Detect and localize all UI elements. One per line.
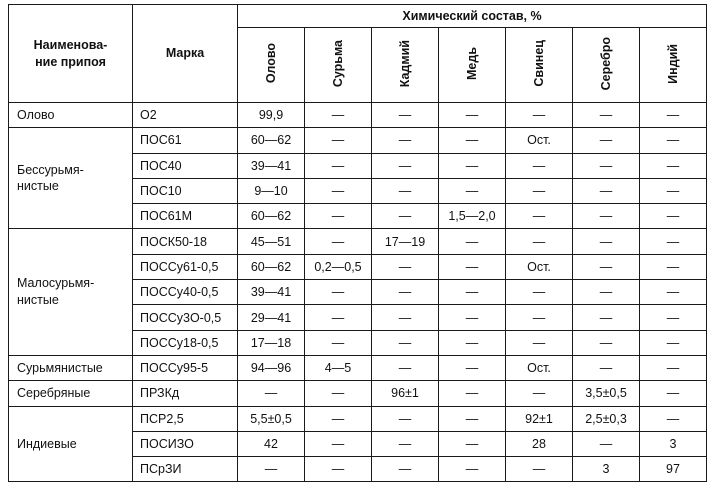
value-cell: 29—41 [238, 305, 305, 330]
value-cell: — [372, 431, 439, 456]
value-cell: 17—19 [372, 229, 439, 254]
value-cell: — [506, 204, 573, 229]
value-cell: — [506, 103, 573, 128]
value-cell: — [439, 103, 506, 128]
table-row [9, 381, 707, 406]
header-element-label: Медь [465, 47, 479, 80]
table-row [9, 229, 707, 254]
value-cell: — [372, 178, 439, 203]
value-cell: — [372, 153, 439, 178]
value-cell: — [372, 355, 439, 380]
group-name-line: Сурьмянистые [17, 360, 103, 375]
header-element [305, 28, 372, 103]
value-cell: — [506, 178, 573, 203]
value-cell: 28 [506, 431, 573, 456]
value-cell: — [573, 431, 640, 456]
brand-cell: ПОС40 [133, 153, 238, 178]
brand-cell: ПОС10 [133, 178, 238, 203]
value-cell: — [506, 381, 573, 406]
group-name-line: Олово [17, 107, 55, 122]
value-cell: — [372, 330, 439, 355]
value-cell: — [640, 103, 707, 128]
value-cell: 3,5±0,5 [573, 381, 640, 406]
value-cell: — [573, 103, 640, 128]
brand-cell: ПОС61 [133, 128, 238, 153]
group-name-line: Малосурьмя- [17, 276, 95, 291]
group-name [9, 406, 133, 482]
value-cell: 1,5—2,0 [439, 204, 506, 229]
value-cell: — [305, 229, 372, 254]
value-cell: — [573, 280, 640, 305]
value-cell: — [305, 330, 372, 355]
header-element [573, 28, 640, 103]
value-cell: — [439, 280, 506, 305]
table-row [9, 355, 707, 380]
value-cell: — [372, 280, 439, 305]
value-cell: 39—41 [238, 280, 305, 305]
value-cell: — [573, 153, 640, 178]
value-cell: 39—41 [238, 153, 305, 178]
brand-cell: ПСР2,5 [133, 406, 238, 431]
value-cell: 97 [640, 457, 707, 482]
value-cell: — [372, 406, 439, 431]
value-cell: 99,9 [238, 103, 305, 128]
value-cell: Ост. [506, 355, 573, 380]
value-cell: 60—62 [238, 254, 305, 279]
brand-cell: ПОСИЗО [133, 431, 238, 456]
header-element [372, 28, 439, 103]
value-cell: 92±1 [506, 406, 573, 431]
value-cell: — [640, 254, 707, 279]
header-element-label: Кадмий [398, 39, 412, 88]
group-name-line: нистые [17, 293, 59, 308]
value-cell: — [506, 229, 573, 254]
group-name-line: Индиевые [17, 436, 77, 451]
value-cell: — [640, 280, 707, 305]
value-cell: — [305, 457, 372, 482]
group-name [9, 103, 133, 128]
value-cell: — [305, 178, 372, 203]
value-cell: — [573, 330, 640, 355]
value-cell: 0,2—0,5 [305, 254, 372, 279]
value-cell: — [305, 280, 372, 305]
value-cell: — [439, 457, 506, 482]
value-cell: 2,5±0,3 [573, 406, 640, 431]
value-cell: 60—62 [238, 128, 305, 153]
value-cell: 60—62 [238, 204, 305, 229]
header-composition: Химический состав, % [238, 5, 707, 28]
value-cell: — [439, 254, 506, 279]
value-cell: — [439, 305, 506, 330]
value-cell: 94—96 [238, 355, 305, 380]
header-name-line1: Наименова- [33, 38, 108, 53]
group-name [9, 381, 133, 406]
value-cell: — [640, 128, 707, 153]
value-cell: — [305, 204, 372, 229]
brand-cell: ПОСК50-18 [133, 229, 238, 254]
value-cell: — [439, 128, 506, 153]
value-cell: — [439, 178, 506, 203]
value-cell: — [372, 103, 439, 128]
value-cell: — [573, 254, 640, 279]
value-cell: — [640, 330, 707, 355]
value-cell: — [573, 128, 640, 153]
brand-cell: ПОССу61-0,5 [133, 254, 238, 279]
value-cell: — [640, 204, 707, 229]
value-cell: — [573, 204, 640, 229]
value-cell: — [640, 178, 707, 203]
value-cell: 17—18 [238, 330, 305, 355]
value-cell: — [372, 457, 439, 482]
group-name-line: Серебряные [17, 385, 91, 400]
value-cell: 5,5±0,5 [238, 406, 305, 431]
solder-composition-table [8, 4, 707, 482]
value-cell: — [439, 355, 506, 380]
value-cell: — [372, 305, 439, 330]
value-cell: — [506, 153, 573, 178]
value-cell: — [238, 457, 305, 482]
brand-cell: ПСрЗИ [133, 457, 238, 482]
group-name [9, 128, 133, 229]
value-cell: — [439, 153, 506, 178]
header-element-label: Индий [666, 43, 680, 84]
value-cell: — [305, 406, 372, 431]
value-cell: — [372, 128, 439, 153]
header-element-label: Свинец [532, 40, 546, 87]
value-cell: 45—51 [238, 229, 305, 254]
value-cell: — [305, 128, 372, 153]
table-row [9, 128, 707, 153]
value-cell: — [439, 381, 506, 406]
value-cell: Ост. [506, 128, 573, 153]
value-cell: — [640, 381, 707, 406]
brand-cell: ПОССу95-5 [133, 355, 238, 380]
value-cell: — [640, 406, 707, 431]
value-cell: — [640, 229, 707, 254]
header-element [506, 28, 573, 103]
value-cell: 3 [573, 457, 640, 482]
value-cell: — [640, 153, 707, 178]
header-element [640, 28, 707, 103]
value-cell: — [372, 204, 439, 229]
brand-cell: ПОССу40-0,5 [133, 280, 238, 305]
value-cell: 3 [640, 431, 707, 456]
header-brand: Марка [133, 5, 238, 103]
value-cell: — [573, 229, 640, 254]
value-cell: — [506, 457, 573, 482]
group-name [9, 229, 133, 355]
value-cell: — [305, 305, 372, 330]
header-element [238, 28, 305, 103]
value-cell: — [506, 280, 573, 305]
header-element-label: Серебро [599, 36, 613, 91]
table-row [9, 406, 707, 431]
value-cell: — [439, 431, 506, 456]
brand-cell: ПОС61М [133, 204, 238, 229]
header-name-line2: ние припоя [35, 54, 106, 69]
brand-cell: О2 [133, 103, 238, 128]
value-cell: — [372, 254, 439, 279]
value-cell: — [305, 381, 372, 406]
value-cell: — [573, 355, 640, 380]
group-name-line: нистые [17, 179, 59, 194]
value-cell: 42 [238, 431, 305, 456]
value-cell: — [305, 153, 372, 178]
value-cell: — [439, 229, 506, 254]
value-cell: — [439, 406, 506, 431]
header-element [439, 28, 506, 103]
group-name-line: Бессурьмя- [17, 162, 84, 177]
value-cell: 9—10 [238, 178, 305, 203]
table-row [9, 103, 707, 128]
value-cell: — [573, 178, 640, 203]
brand-cell: ПОССу3О-0,5 [133, 305, 238, 330]
value-cell: — [506, 330, 573, 355]
header-element-label: Сурьма [331, 39, 345, 88]
header-element-label: Олово [264, 43, 278, 84]
value-cell: — [506, 305, 573, 330]
group-name [9, 355, 133, 380]
value-cell: — [640, 305, 707, 330]
value-cell: — [305, 431, 372, 456]
value-cell: Ост. [506, 254, 573, 279]
value-cell: — [640, 355, 707, 380]
value-cell: 4—5 [305, 355, 372, 380]
brand-cell: ПРЗКд [133, 381, 238, 406]
value-cell: — [238, 381, 305, 406]
header-name [9, 5, 133, 103]
value-cell: — [439, 330, 506, 355]
value-cell: — [305, 103, 372, 128]
brand-cell: ПОССу18-0,5 [133, 330, 238, 355]
value-cell: 96±1 [372, 381, 439, 406]
value-cell: — [573, 305, 640, 330]
